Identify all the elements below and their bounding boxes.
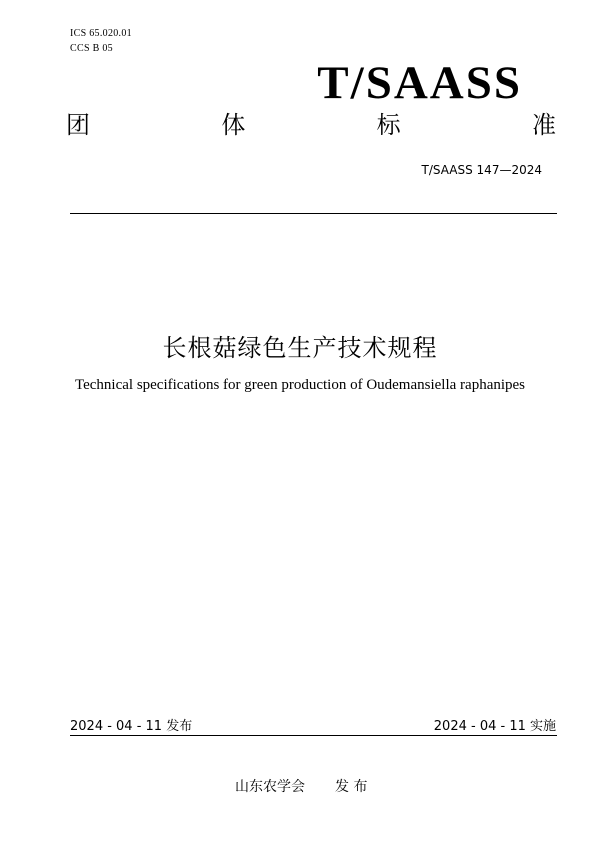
standard-type-char: 体 — [221, 111, 246, 139]
standard-number: T/SAASS 147—2024 — [421, 163, 542, 177]
top-divider — [70, 213, 557, 214]
document-title-chinese: 长根菇绿色生产技术规程 — [162, 334, 438, 362]
standard-mark: T/SAASS — [317, 57, 522, 109]
bottom-divider — [70, 735, 557, 736]
issuer-action: 发 布 — [335, 779, 368, 795]
standard-type-char: 标 — [376, 111, 401, 139]
issuer-name: 山东农学会 — [235, 779, 305, 795]
standard-type-char: 准 — [531, 111, 556, 139]
issuer-line — [235, 776, 367, 796]
standard-type-char: 团 — [66, 111, 90, 139]
implementation-date: 2024 - 04 - 11 实施 — [433, 719, 556, 734]
ics-code: ICS 65.020.01 — [70, 28, 132, 39]
standard-type — [66, 113, 556, 137]
ccs-code: CCS B 05 — [70, 43, 113, 54]
document-title-english: Technical specifications for green production of Oudemansiella raphanipes — [74, 377, 526, 393]
release-date: 2024 - 04 - 11 发布 — [70, 719, 193, 734]
